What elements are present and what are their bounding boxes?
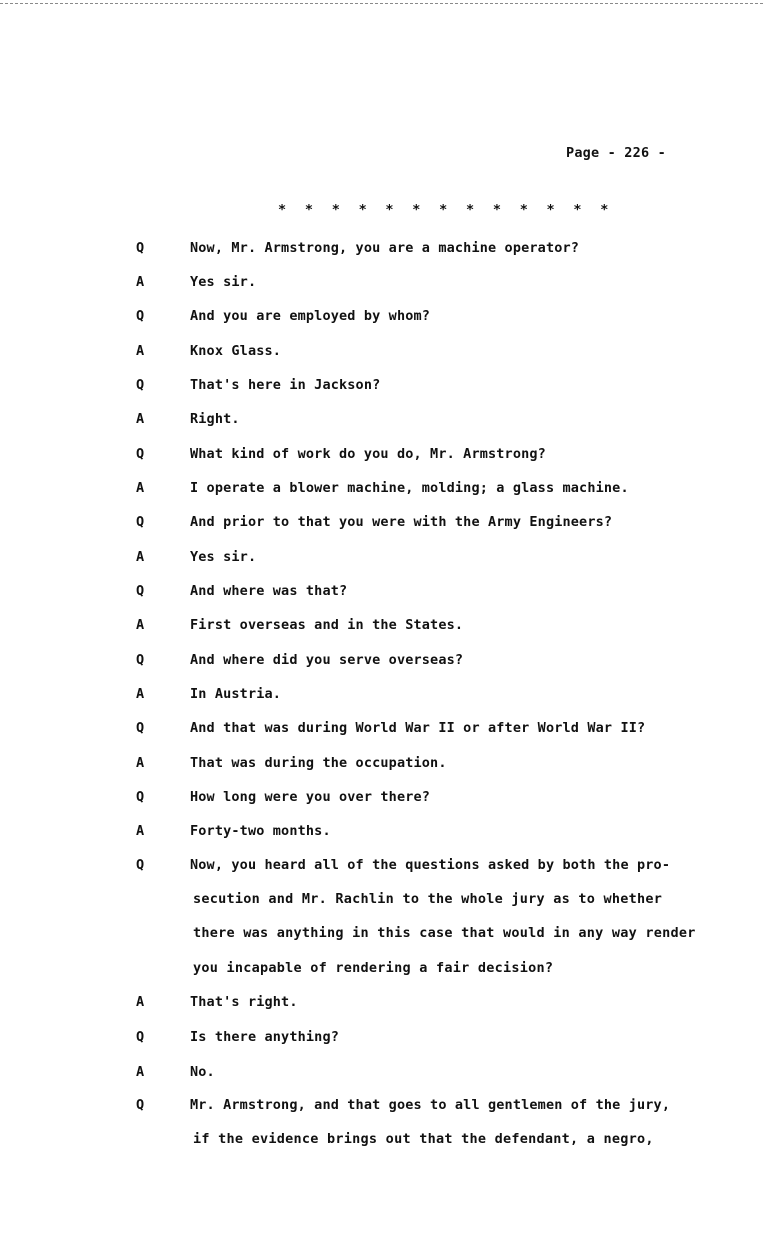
speaker-label: Q (136, 652, 145, 668)
speaker-label: Q (136, 308, 145, 324)
line-text: Right. (190, 411, 240, 427)
line-text: That was during the occupation. (190, 755, 447, 771)
line-text: Is there anything? (190, 1029, 339, 1045)
line-text: No. (190, 1064, 215, 1080)
page-top-edge (0, 3, 763, 4)
continuation-line: if the evidence brings out that the defendant, a negro, (193, 1131, 654, 1147)
asterisk-separator: * * * * * * * * * * * * * (278, 202, 614, 218)
speaker-label: Q (136, 1029, 145, 1045)
speaker-label: A (136, 823, 145, 839)
line-text: That's right. (190, 994, 298, 1010)
continuation-line: secution and Mr. Rachlin to the whole jury as to whether (193, 891, 663, 907)
line-text: What kind of work do you do, Mr. Armstrong? (190, 446, 546, 462)
speaker-label: Q (136, 377, 145, 393)
speaker-label: Q (136, 583, 145, 599)
line-text: Forty-two months. (190, 823, 331, 839)
line-text: Now, you heard all of the questions asked by both the pro- (190, 857, 671, 873)
speaker-label: A (136, 686, 145, 702)
line-text: I operate a blower machine, molding; a glass machine. (190, 480, 629, 496)
speaker-label: Q (136, 1097, 145, 1113)
line-text: How long were you over there? (190, 789, 431, 805)
line-text: And you are employed by whom? (190, 308, 431, 324)
continuation-line: there was anything in this case that would in any way render (193, 925, 696, 941)
speaker-label: A (136, 755, 145, 771)
line-text: First overseas and in the States. (190, 617, 464, 633)
speaker-label: A (136, 274, 145, 290)
speaker-label: Q (136, 514, 145, 530)
line-text: Yes sir. (190, 549, 257, 565)
line-text: Now, Mr. Armstrong, you are a machine operator? (190, 240, 580, 256)
line-text: And prior to that you were with the Army Engineers? (190, 514, 613, 530)
speaker-label: A (136, 549, 145, 565)
speaker-label: A (136, 994, 145, 1010)
speaker-label: Q (136, 446, 145, 462)
continuation-line: you incapable of rendering a fair decision? (193, 960, 554, 976)
line-text: Yes sir. (190, 274, 257, 290)
line-text: And where was that? (190, 583, 348, 599)
speaker-label: A (136, 617, 145, 633)
speaker-label: A (136, 480, 145, 496)
speaker-label: Q (136, 789, 145, 805)
speaker-label: Q (136, 240, 145, 256)
line-text: That's here in Jackson? (190, 377, 381, 393)
speaker-label: A (136, 411, 145, 427)
line-text: Knox Glass. (190, 343, 282, 359)
line-text: And where did you serve overseas? (190, 652, 464, 668)
speaker-label: Q (136, 720, 145, 736)
line-text: Mr. Armstrong, and that goes to all gentlemen of the jury, (190, 1097, 671, 1113)
line-text: In Austria. (190, 686, 282, 702)
page-number: Page - 226 - (566, 145, 666, 161)
speaker-label: Q (136, 857, 145, 873)
line-text: And that was during World War II or after World War II? (190, 720, 646, 736)
speaker-label: A (136, 343, 145, 359)
speaker-label: A (136, 1064, 145, 1080)
